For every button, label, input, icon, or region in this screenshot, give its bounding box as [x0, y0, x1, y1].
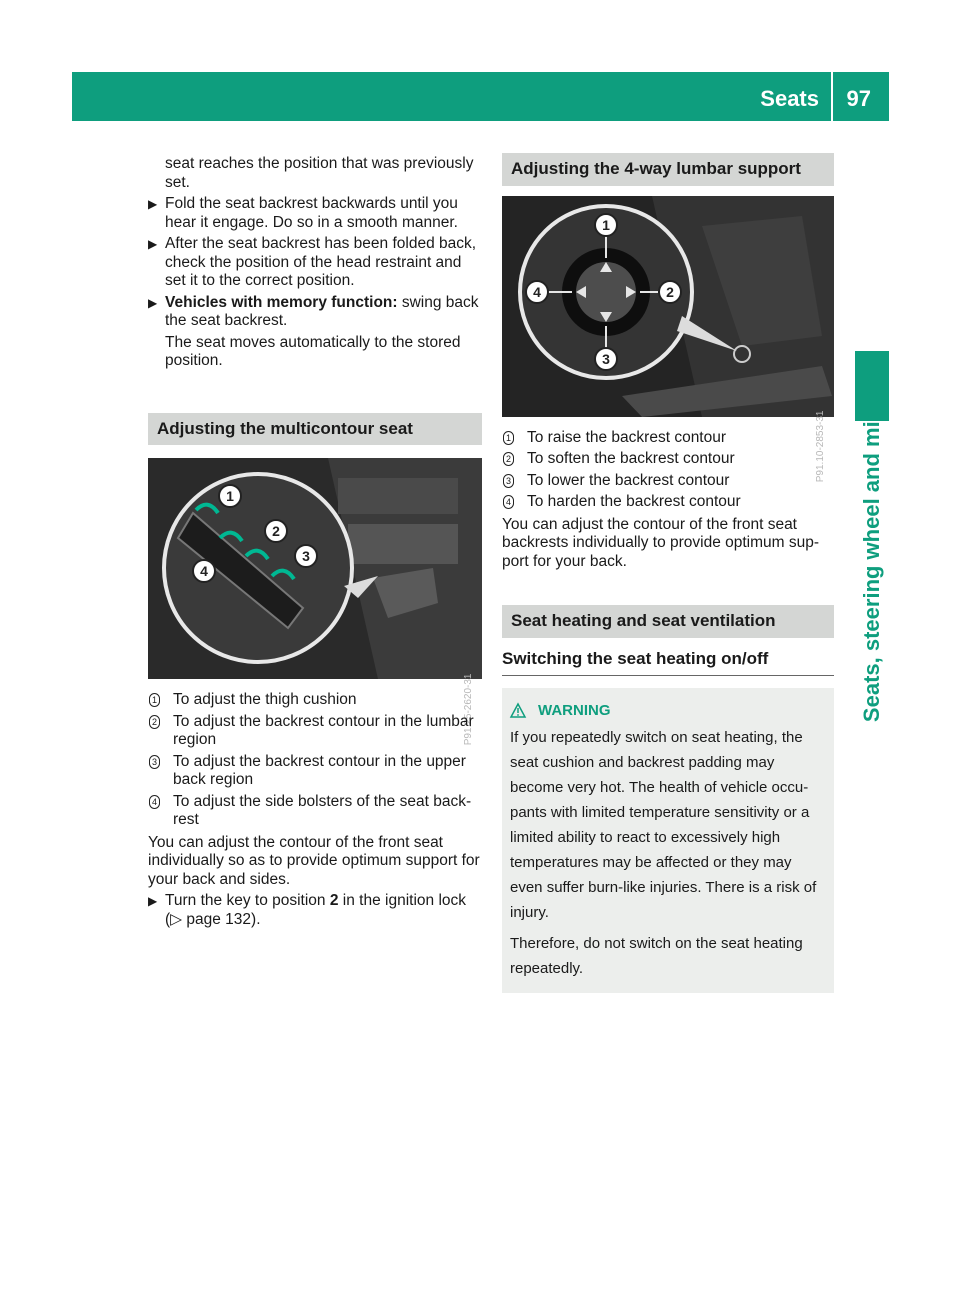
callout-2: 2 [666, 283, 674, 300]
legend-text: To adjust the backrest contour in the upper back region [173, 752, 466, 788]
legend-item [502, 429, 834, 448]
legend-text: To soften the backrest contour [527, 450, 735, 467]
header-bar [72, 72, 889, 121]
legend-number: 1 [503, 431, 514, 445]
callout-4: 4 [200, 563, 208, 579]
legend-item [148, 793, 482, 830]
legend-number: 4 [503, 495, 514, 509]
multicontour-paragraph: You can adjust the contour of the front seat individually so as to provide optimum support for your back and sides. [148, 833, 480, 888]
warning-header [510, 698, 826, 723]
step-arrow-icon: ▶ [148, 237, 158, 251]
multicontour-illustration [148, 458, 482, 679]
warning-box [502, 688, 834, 993]
warning-text: Therefore, do not switch on the seat heating repeatedly. [510, 935, 803, 977]
legend-text: To harden the backrest contour [527, 493, 741, 510]
legend-number: 2 [149, 715, 160, 729]
legend-item [502, 472, 834, 491]
warning-triangle-icon [510, 703, 526, 718]
step-item [148, 294, 482, 331]
legend-number: 3 [149, 755, 160, 769]
page-reference-link[interactable]: (▷ page 132). [165, 910, 261, 928]
step-text: After the seat backrest has been folded back, check the position of the head restraint and set it to the correct position. [165, 235, 477, 289]
subheading-seat-heating: Switching the seat heating on/off [502, 650, 834, 677]
section-heading-heating: Seat heating and seat ventilation [502, 605, 834, 638]
callout-3: 3 [302, 548, 310, 564]
legend-item [148, 691, 482, 710]
warning-title: WARNING [538, 702, 611, 719]
legend-text: To adjust the backrest contour in the lumbar region [173, 712, 474, 748]
intro-text: seat reaches the position that was previously set. [165, 155, 474, 191]
right-column [502, 153, 834, 993]
section-heading-lumbar: Adjusting the 4-way lumbar support [502, 153, 834, 186]
step-text: swing back the seat backrest. [165, 293, 479, 329]
page-number: 97 [846, 86, 871, 111]
chapter-title: Seats [760, 86, 819, 111]
legend-number: 3 [503, 474, 514, 488]
step-text: Fold the seat backrest backwards until you hear it engage. Do so in a smooth manner. [165, 195, 458, 231]
step-arrow-icon: ▶ [148, 197, 158, 211]
step-bold-text: 2 [329, 892, 339, 909]
step-item [148, 892, 482, 929]
callout-4: 4 [533, 283, 541, 300]
step-item [148, 195, 482, 232]
legend-number: 4 [149, 795, 160, 809]
callout-2: 2 [272, 523, 280, 539]
step-text: Turn the key to position [165, 892, 330, 909]
legend-text: To adjust the thigh cushion [173, 691, 357, 708]
lumbar-paragraph: You can adjust the contour of the front seat backrests individually to provide optimum sup-port for your back. [502, 515, 820, 570]
lumbar-illustration [502, 196, 834, 417]
step-text: in the ignition lock [338, 892, 467, 909]
callout-1: 1 [226, 488, 234, 504]
section-heading-multicontour: Adjusting the multicontour seat [148, 413, 482, 446]
left-column [148, 155, 482, 932]
callout-3: 3 [602, 350, 610, 367]
legend-number: 2 [503, 452, 514, 466]
legend-text: To raise the backrest contour [527, 428, 727, 446]
figure-code: P91.10-2853-31 [815, 410, 827, 483]
legend-item [502, 493, 834, 512]
legend-item [148, 753, 482, 790]
legend-text: To adjust the side bolsters of the seat back-rest [173, 792, 472, 828]
result-text: The seat moves automatically to the stored position. [165, 333, 461, 369]
step-item [148, 235, 482, 291]
step-bold-text: Vehicles with memory function: [165, 293, 398, 311]
step-arrow-icon: ▶ [148, 894, 158, 908]
side-chapter-label: Seats, steering wheel and mirrors [859, 369, 884, 723]
legend-item [502, 450, 834, 469]
legend-number: 1 [149, 693, 160, 707]
figure-code: P91.25-2620-31 [463, 673, 475, 745]
callout-1: 1 [602, 216, 610, 233]
legend-item [148, 713, 482, 750]
step-arrow-icon: ▶ [148, 295, 158, 310]
warning-text: If you repeatedly switch on seat heating, the seat cushion and backrest padding may become very hot. The health of vehicle occu-pants with limited temperature sensitivity or a limited ability to react to excessively high temperatures may be affected or they may even suffer burn-like injuries. There is a risk of injury. [510, 729, 817, 921]
header-divider [831, 72, 833, 121]
legend-text: To lower the backrest contour [527, 471, 730, 489]
